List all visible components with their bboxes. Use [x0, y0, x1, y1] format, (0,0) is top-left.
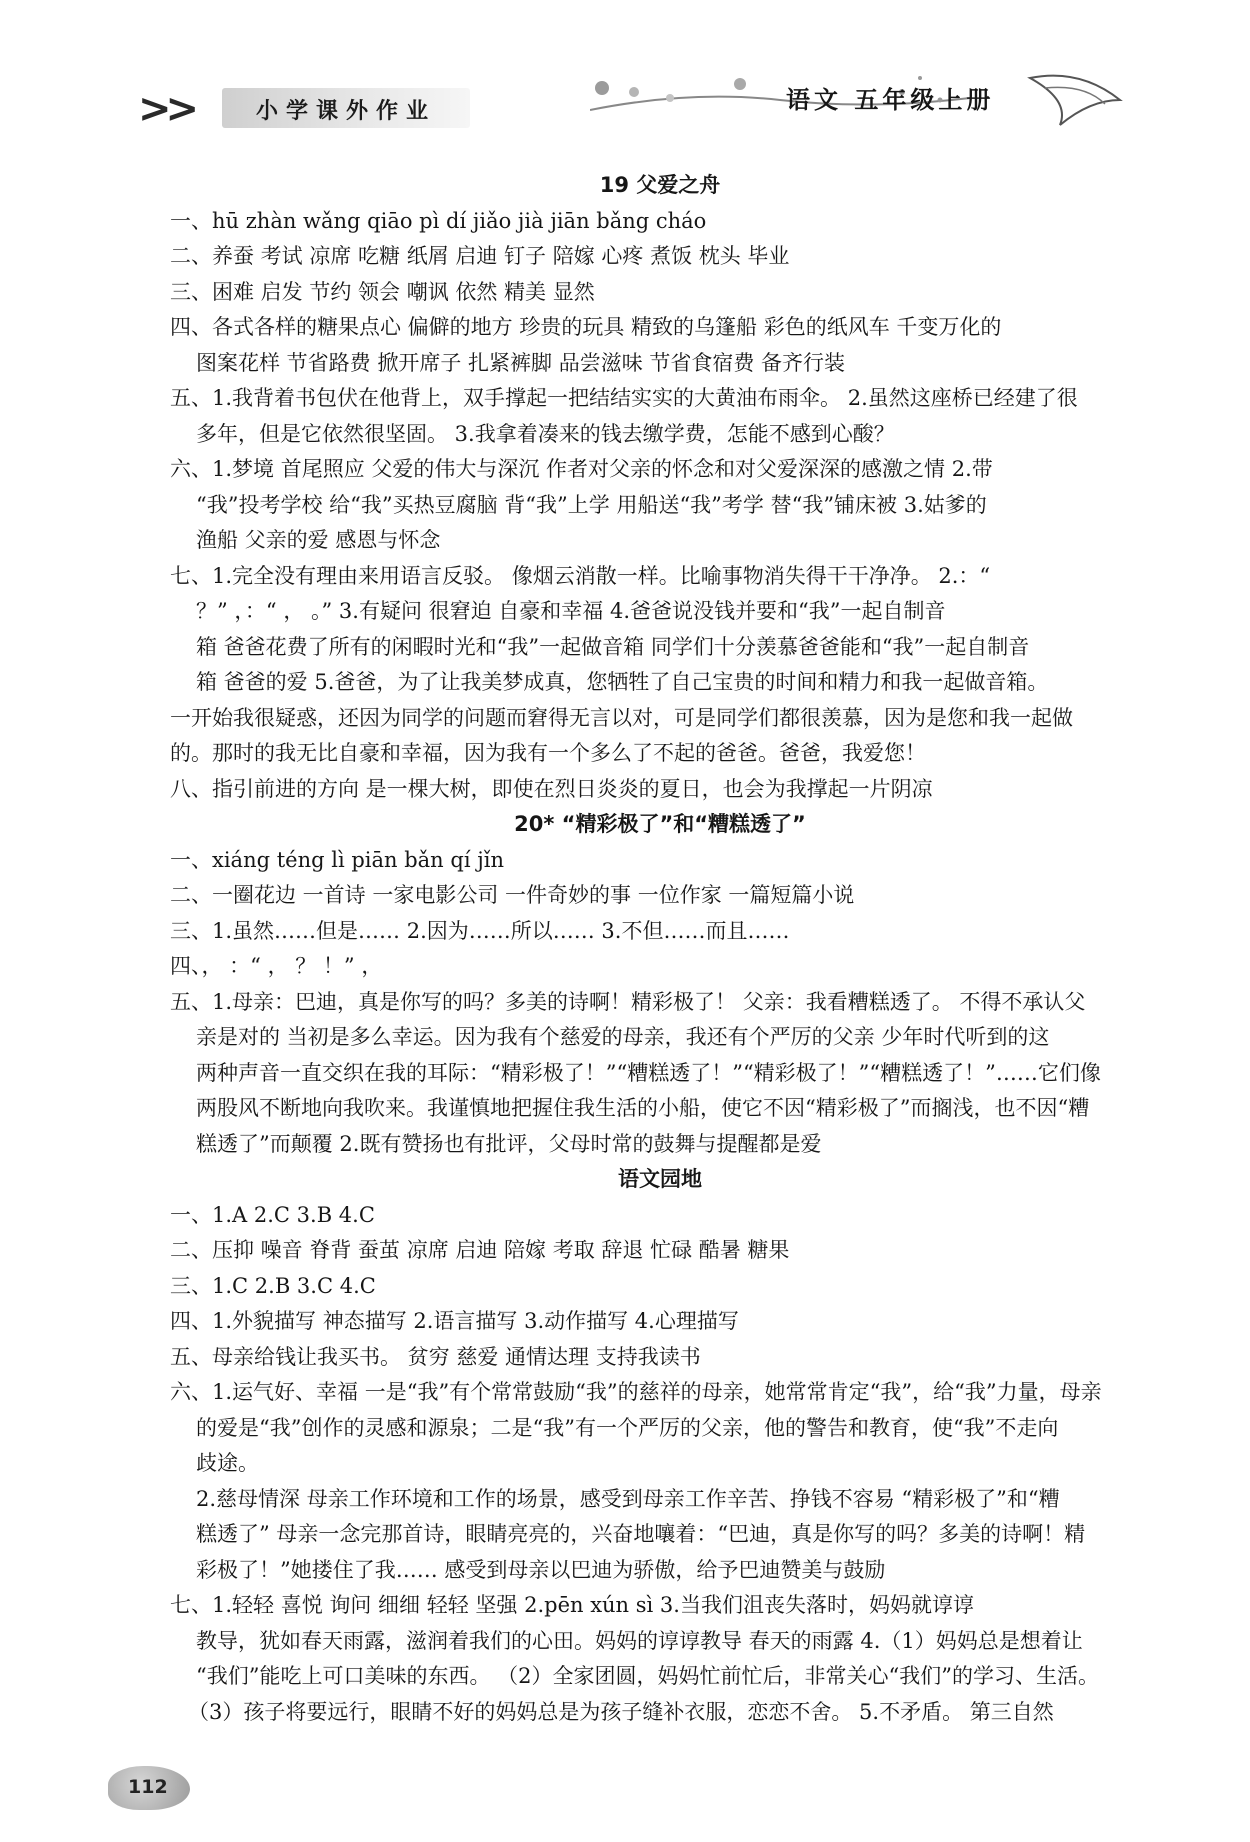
answer-line: 一、1.A 2.C 3.B 4.C: [170, 1202, 375, 1227]
answer-line: 一开始我很疑惑，还因为同学的问题而窘得无言以对，可是同学们都很羡慕，因为是您和我一起做: [170, 705, 1073, 730]
answer-line: 四、1.外貌描写 神态描写 2.语言描写 3.动作描写 4.心理描写: [170, 1309, 739, 1333]
answer-line: 教导，犹如春天雨露，滋润着我们的心田。妈妈的谆谆教导 春天的雨露 4.（1）妈妈总是想着让: [196, 1628, 1083, 1653]
answer-line: 箱 爸爸花费了所有的闲暇时光和“我”一起做音箱 同学们十分羡慕爸爸能和“我”一起自制音: [196, 634, 1030, 659]
page-number: 112: [128, 1776, 168, 1798]
answer-line: （3）孩子将要远行，眼睛不好的妈妈总是为孩子缝补衣服，恋恋不舍。 5.不矛盾。 第三自然: [188, 1699, 1054, 1724]
page-header: [0, 0, 1250, 150]
answer-line: 五、母亲给钱让我买书。 贫穷 慈爱 通情达理 支持我读书: [170, 1344, 701, 1369]
answer-line: 糕透了”而颠覆 2.既有赞扬也有批评，父母时常的鼓舞与提醒都是爱: [196, 1131, 822, 1156]
answer-line: 多年，但是它依然很坚固。 3.我拿着凑来的钱去缴学费，怎能不感到心酸？: [196, 421, 895, 446]
answer-line: 两种声音一直交织在我的耳际：“精彩极了！”“糟糕透了！”“精彩极了！”“糟糕透了！”……它们像: [196, 1060, 1101, 1085]
answer-line: 八、指引前进的方向 是一棵大树，即使在烈日炎炎的夏日，也会为我撑起一片阴凉: [170, 776, 933, 801]
answer-line: 七、1.完全没有理由来用语言反驳。 像烟云消散一样。比喻事物消失得干干净净。 2.：“: [170, 563, 991, 588]
answer-line: 两股风不断地向我吹来。我谨慎地把握住我生活的小船，使它不因“精彩极了”而搁浅，也不因“糟: [196, 1096, 1090, 1120]
answer-line: 五、1.母亲：巴迪，真是你写的吗？多美的诗啊！精彩极了！ 父亲：我看糟糕透了。 不得不承认父: [170, 989, 1086, 1014]
answer-line: 一、xiáng téng lì piān bǎn qí jǐn: [170, 847, 504, 872]
series-title: 小学课外作业: [256, 98, 437, 124]
answer-line: 四、各式各样的糖果点心 偏僻的地方 珍贵的玩具 精致的乌篷船 彩色的纸风车 千变万化的: [170, 315, 1002, 339]
answer-line: 歧途。: [196, 1451, 259, 1475]
answer-line: 箱 爸爸的爱 5.爸爸，为了让我美梦成真，您牺牲了自己宝贵的时间和精力和我一起做音箱。: [196, 670, 1049, 694]
answer-line: 六、1.梦境 首尾照应 父爱的伟大与深沉 作者对父亲的怀念和对父爱深深的感激之情 2.带: [170, 457, 993, 481]
answer-line: ？” ，：“ ， 。” 3.有疑问 很窘迫 自豪和幸福 4.爸爸说没钱并要和“我”一起自制音: [196, 599, 946, 623]
section-title: 20* “精彩极了”和“糟糕透了”: [514, 812, 806, 836]
answer-line: 彩极了！”她搂住了我…… 感受到母亲以巴迪为骄傲，给予巴迪赞美与鼓励: [196, 1557, 886, 1582]
page-number-badge: [108, 1766, 196, 1816]
answer-line: 亲是对的 当初是多么幸运。因为我有个慈爱的母亲，我还有个严厉的父亲 少年时代听到的这: [196, 1025, 1050, 1049]
double-arrow-icon: >>: [138, 86, 194, 132]
series-label-box: [222, 88, 470, 128]
answer-line: 图案花样 节省路费 掀开席子 扎紧裤脚 品尝滋味 节省食宿费 备齐行装: [196, 350, 846, 375]
answer-line: 糕透了” 母亲一念完那首诗，眼睛亮亮的，兴奋地嚷着：“巴迪，真是你写的吗？多美的诗啊！精: [196, 1522, 1086, 1546]
answer-line: 一、hū zhàn wǎng qiāo pì dí jiǎo jià jiān bǎng cháo: [170, 208, 707, 233]
answer-line: 三、困难 启发 节约 领会 嘲讽 依然 精美 显然: [170, 279, 595, 304]
answer-line: 二、一圈花边 一首诗 一家电影公司 一件奇妙的事 一位作家 一篇短篇小说: [170, 883, 855, 907]
answer-line: 二、养蚕 考试 凉席 吃糖 纸屑 启迪 钉子 陪嫁 心疼 煮饭 枕头 毕业: [170, 244, 790, 268]
answer-line: “我”投考学校 给“我”买热豆腐脑 背“我”上学 用船送“我”考学 替“我”铺床被 3.姑爹的: [196, 492, 987, 517]
section-title: 19 父爱之舟: [599, 173, 721, 197]
answer-content: [170, 168, 1150, 1730]
answer-line: 五、1.我背着书包伏在他背上，双手撑起一把结结实实的大黄油布雨伞。 2.虽然这座桥已经建了很: [170, 386, 1078, 410]
section-title: 语文园地: [618, 1167, 702, 1191]
answer-line: 三、1.C 2.B 3.C 4.C: [170, 1273, 376, 1298]
answer-line: 的爱是“我”创作的灵感和源泉；二是“我”有一个严厉的父亲，他的警告和教育，使“我”不走向: [196, 1415, 1059, 1440]
answer-line: 六、1.运气好、幸福 一是“我”有个常常鼓励“我”的慈祥的母亲，她常常肯定“我”，给“我”力量，母亲: [170, 1380, 1102, 1404]
answer-line: 2.慈母情深 母亲工作环境和工作的场景，感受到母亲工作辛苦、挣钱不容易 “精彩极了”和“糟: [196, 1486, 1060, 1511]
answer-line: “我们”能吃上可口美味的东西。 （2）全家团圆，妈妈忙前忙后，非常关心“我们”的学习、生活。: [196, 1664, 1099, 1688]
answer-line: 三、1.虽然……但是…… 2.因为……所以…… 3.不但……而且……: [170, 918, 790, 943]
answer-line: 四、， ：“ ， ？ ！” ，: [170, 954, 383, 978]
answer-line: 渔船 父亲的爱 感恩与怀念: [196, 528, 441, 552]
answer-line: 七、1.轻轻 喜悦 询问 细细 轻轻 坚强 2.pēn xún sì 3.当我们沮丧失落时，妈妈就谆谆: [170, 1593, 974, 1617]
answer-line: 的。那时的我无比自豪和幸福，因为我有一个多么了不起的爸爸。爸爸，我爱您！: [170, 741, 926, 765]
subject-grade-label: 语文 五年级上册: [786, 85, 995, 114]
answer-line: 二、压抑 噪音 脊背 蚕茧 凉席 启迪 陪嫁 考取 辞退 忙碌 酷暑 糖果: [170, 1238, 790, 1262]
